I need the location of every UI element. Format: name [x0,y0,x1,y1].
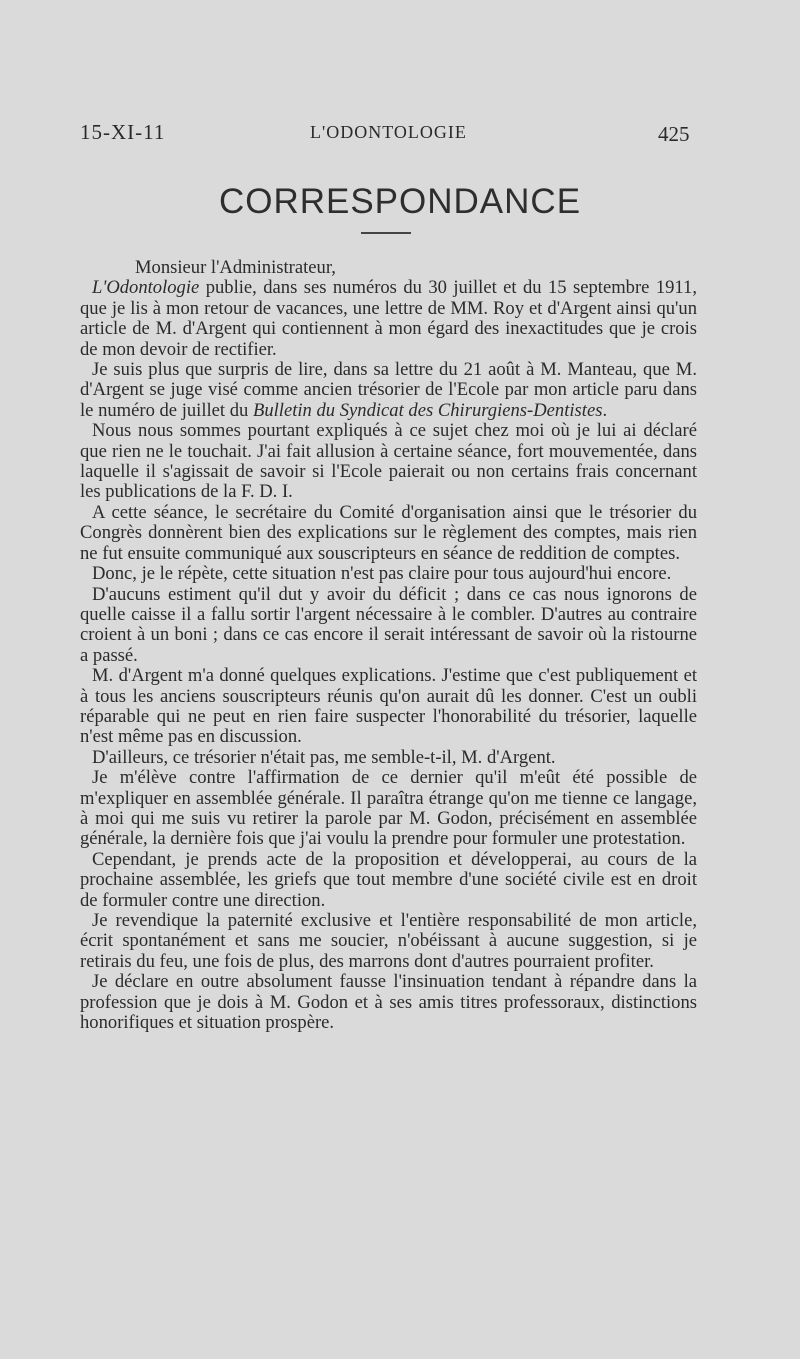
page-number: 425 [658,122,690,146]
paragraph: Donc, je le répète, cette situation n'est pas claire pour tous aujourd'hui encore. [92,563,672,585]
journal-name-italic: L'Odontologie [92,277,200,299]
running-header [0,120,800,150]
paragraph [80,360,697,421]
paragraph-text: publie, dans ses numéros du 30 juillet et du 15 septembre 1911, que je lis à mon retour de vacances, une lettre de MM. Roy et d'Argent ainsi qu'un article de M. d'Argent qui contiennent à mon égard des inexactitudes que je crois de mon devoir de rectifier. [80,277,697,360]
header-journal-title: L'ODONTOLOGIE [310,122,467,142]
paragraph-text: Je suis plus que surpris de lire, dans sa lettre du 21 août à M. Manteau, que M. d'Argent se juge visé comme ancien trésorier de l'Ecole par mon article paru dans le numéro de juillet du [80,359,697,421]
paragraph: Je revendique la paternité exclusive et l'entière responsabilité de mon article, écrit spontanément et sans me soucier, n'obéissant à aucune suggestion, si je retirais du feu, une fois de plus, des marrons dont d'autres pourraient profiter. [80,910,697,972]
paragraph: Je déclare en outre absolument fausse l'insinuation tendant à répandre dans la profession que je dois à M. Godon et à ses amis titres professoraux, distinctions honorifiques et situation prospère. [80,971,697,1034]
paragraph [80,278,697,360]
paragraph-punct: . [602,399,608,421]
paragraph: D'ailleurs, ce trésorier n'était pas, me semble-t-il, M. d'Argent. [92,746,556,768]
header-date: 15-XI-11 [80,120,166,144]
paragraph: Je m'élève contre l'affirmation de ce dernier qu'il m'eût été possible de m'expliquer en assemblée générale. Il paraîtra étrange qu'on me tienne ce langage, à moi qui me suis vu retirer la parole par M. Godon, précisément en assemblée générale, la dernière fois que j'ai voulu la prendre pour formuler une protestation. [80,767,697,850]
paragraph: M. d'Argent m'a donné quelques explications. J'estime que c'est publiquement et à tous les anciens souscripteurs réunis qu'on aurait dû les donner. C'est un oubli réparable qui ne peut en rien faire suspecter l'honorabilité du trésorier, laquelle n'est même pas en discussion. [80,665,697,748]
section-title: CORRESPONDANCE [218,182,582,221]
paragraph: D'aucuns estiment qu'il dut y avoir du déficit ; dans ce cas nous ignorons de quelle caisse il a fallu sortir l'argent nécessaire à le combler. D'autres au contraire croient à un boni ; dans ce cas encore il serait intéressant de savoir où la ristourne a passé. [80,583,697,666]
paragraph: Nous nous sommes pourtant expliqués à ce sujet chez moi où je lui ai déclaré que rien ne le touchait. J'ai fait allusion à certaine séance, fort mouvementée, dans laquelle il s'agissait de savoir si l'Ecole paierait ou non certains frais concernant les publications de la F. D. I. [80,420,697,503]
salutation: Monsieur l'Administrateur, [135,257,336,278]
paragraph: Cependant, je prends acte de la proposition et développerai, au cours de la prochaine assemblée, les griefs que tout membre d'une société civile est en droit de formuler contre une direction. [80,848,697,911]
letter-body [80,258,697,1033]
title-divider [361,232,411,234]
paragraph: A cette séance, le secrétaire du Comité d'organisation ainsi que le trésorier du Congrès donnèrent bien des explications sur le règlement des comptes, mais rien ne fut ensuite communiqué aux souscripteurs en séance de reddition de comptes. [80,501,697,564]
bulletin-name-italic: Bulletin du Syndicat des Chirurgiens-Dentistes [252,399,603,421]
